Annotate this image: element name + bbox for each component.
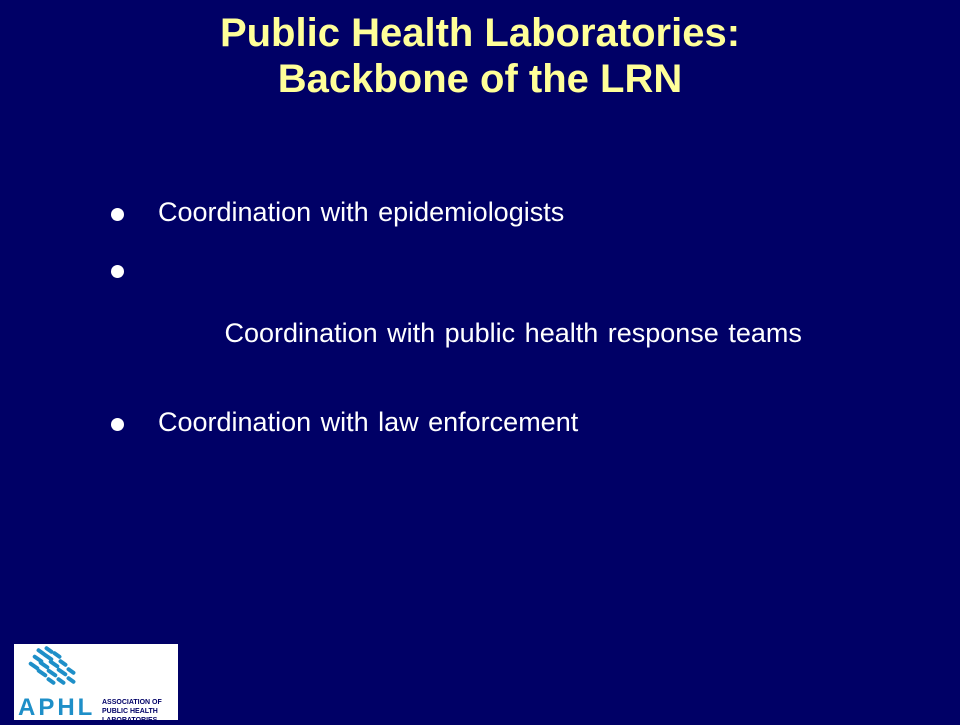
aphl-logo xyxy=(14,644,178,724)
slide-title xyxy=(0,10,960,102)
title-line-1: Public Health Laboratories: xyxy=(219,11,741,55)
bullet-text: Coordination with epidemiologists xyxy=(158,197,565,227)
bullet-dot-icon xyxy=(111,418,124,431)
bullet-item xyxy=(108,196,868,228)
aphl-logo-mark-icon xyxy=(14,644,178,696)
logo-org-line-1: ASSOCIATION OF xyxy=(102,699,162,706)
bullet-item xyxy=(108,406,868,438)
bullet-dot-icon xyxy=(111,208,124,221)
title-line-2: Backbone of the LRN xyxy=(277,57,683,101)
bullet-item xyxy=(108,253,868,381)
bullet-text: Coordination with public health response teams xyxy=(215,318,802,348)
logo-org-line-2: PUBLIC HEALTH LABORATORIES xyxy=(102,708,158,724)
logo-org-name xyxy=(102,698,178,725)
bullet-dot-icon xyxy=(111,265,124,278)
bullet-list xyxy=(108,196,868,463)
bullet-text: Coordination with law enforcement xyxy=(158,407,579,437)
logo-acronym: APHL xyxy=(18,694,96,721)
